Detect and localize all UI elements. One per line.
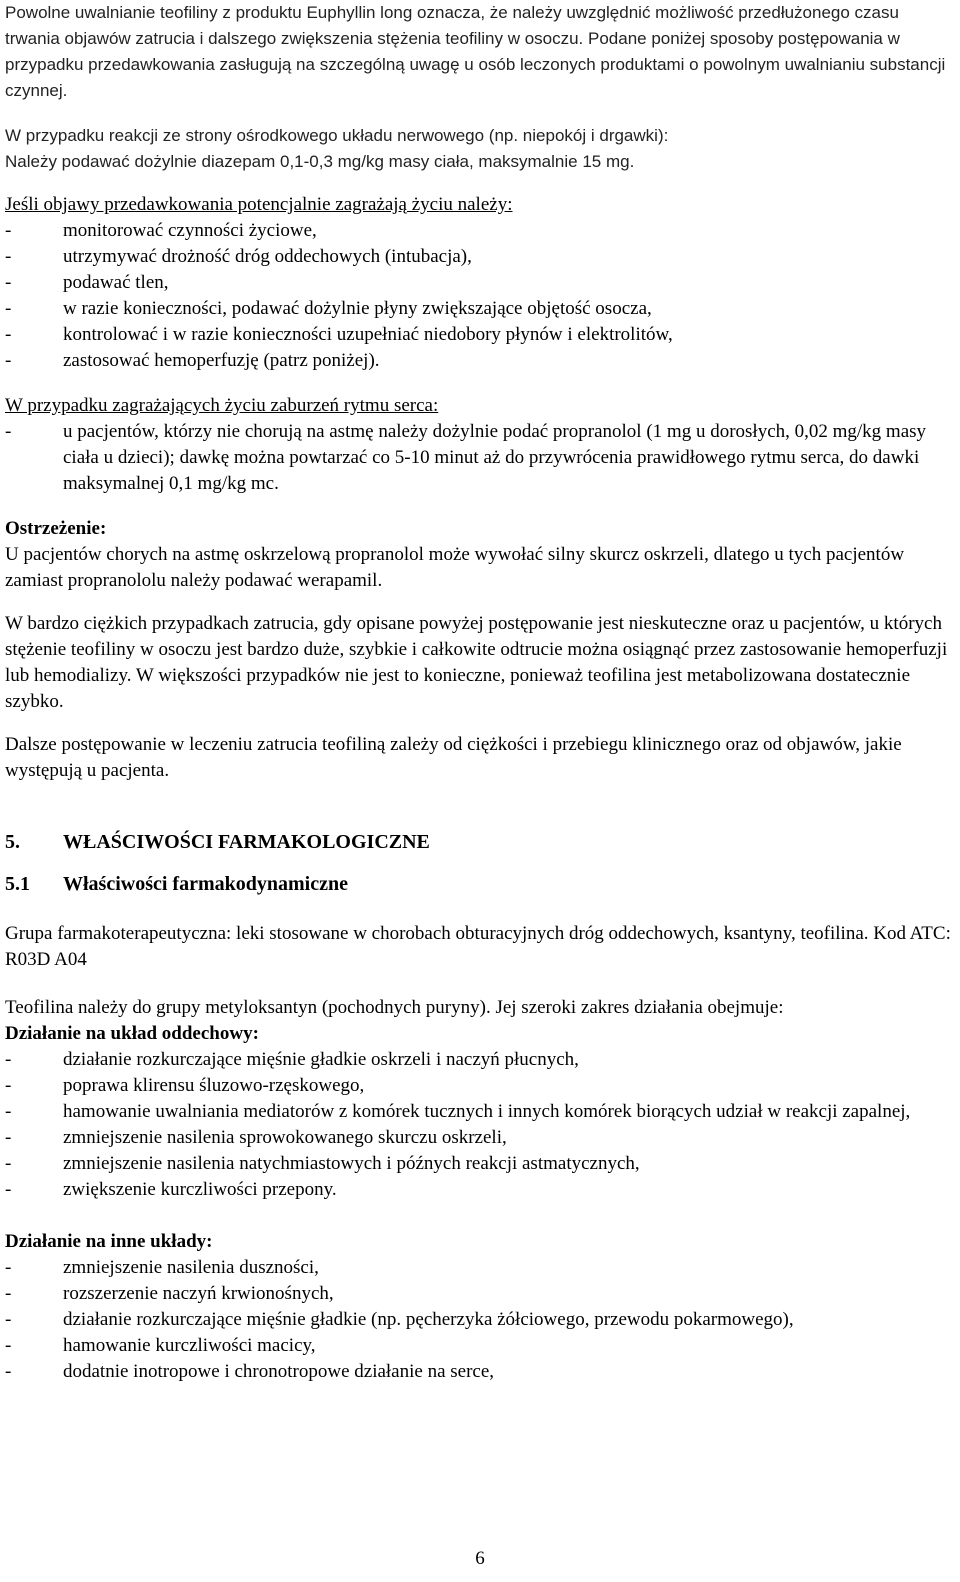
list-dash: - — [5, 1361, 12, 1382]
arrhythmia-list — [5, 419, 955, 497]
list-item — [5, 1359, 955, 1385]
list-dash: - — [5, 421, 12, 442]
list-item — [5, 1047, 955, 1073]
list-item — [5, 1307, 955, 1333]
list-item — [5, 1151, 955, 1177]
list-dash: - — [5, 1257, 12, 1278]
list-item — [5, 322, 955, 348]
cns-text: Należy podawać dożylnie diazepam 0,1-0,3 mg/kg masy ciała, maksymalnie 15 mg. — [5, 152, 635, 171]
list-item-text: monitorować czynności życiowe, — [63, 220, 317, 241]
list-dash: - — [5, 1335, 12, 1356]
list-item — [5, 1099, 955, 1125]
section-title: WŁAŚCIWOŚCI FARMAKOLOGICZNE — [63, 831, 430, 853]
list-item-text: zmniejszenie nasilenia natychmiastowych i późnych reakcji astmatycznych, — [63, 1153, 640, 1174]
list-item — [5, 1255, 955, 1281]
list-item — [5, 348, 955, 374]
list-item — [5, 1333, 955, 1359]
warning-text: U pacjentów chorych na astmę oskrzelową propranolol może wywołać silny skurcz oskrzeli, dlatego u tych pacjentów zamiast propranololu należy podawać werapamil. — [5, 544, 905, 591]
section-number: 5. — [5, 831, 20, 853]
further-treatment-paragraph: Dalsze postępowanie w leczeniu zatrucia teofiliną zależy od ciężkości i przebiegu klinicznego oraz od objawów, jakie występują u pacjenta. — [5, 734, 902, 781]
list-item-text: kontrolować i w razie konieczności uzupełniać niedobory płynów i elektrolitów, — [63, 324, 673, 345]
list-dash: - — [5, 298, 12, 319]
list-item-text: zwiększenie kurczliwości przepony. — [63, 1179, 337, 1200]
list-dash: - — [5, 1179, 12, 1200]
list-item — [5, 1177, 955, 1203]
section-5-1-heading — [5, 871, 955, 897]
list-item-text: rozszerzenie naczyń krwionośnych, — [63, 1283, 334, 1304]
page-number: 6 — [475, 1548, 485, 1569]
list-item-text: dodatnie inotropowe i chronotropowe działanie na serce, — [63, 1361, 495, 1382]
list-dash: - — [5, 1309, 12, 1330]
list-dash: - — [5, 272, 12, 293]
other-systems-heading: Działanie na inne układy: — [5, 1231, 213, 1252]
respiratory-list — [5, 1047, 955, 1203]
list-item — [5, 419, 955, 497]
list-item-text: podawać tlen, — [63, 272, 169, 293]
warning-label: Ostrzeżenie: — [5, 518, 107, 539]
list-item — [5, 296, 955, 322]
severe-cases-paragraph: W bardzo ciężkich przypadkach zatrucia, gdy opisane powyżej postępowanie jest nieskuteczne oraz u pacjentów, u których stężenie teofiliny w osoczu jest bardzo duże, szybkie i całkowite odtrucie można osiągnąć przez zastosowanie hemoperfuzji lub hemodializy. W większości przypadków nie jest to konieczne, ponieważ teofilina jest metabolizowana dostatecznie szybko. — [5, 613, 948, 712]
list-item — [5, 270, 955, 296]
list-dash: - — [5, 1101, 12, 1122]
list-item-text: u pacjentów, którzy nie chorują na astmę należy dożylnie podać propranolol (1 mg u dorosłych, 0,02 mg/kg masy ciała u dzieci); dawkę można powtarzać co 5-10 minut aż do przywrócenia prawidłowego rytmu serca, do dawki maksymalnej 0,1 mg/kg mc. — [63, 421, 927, 494]
list-dash: - — [5, 350, 12, 371]
list-item-text: hamowanie uwalniania mediatorów z komórek tucznych i innych komórek biorących udział w reakcji zapalnej, — [63, 1101, 911, 1122]
arrhythmia-heading: W przypadku zagrażających życiu zaburzeń rytmu serca: — [5, 395, 439, 416]
pharmacodynamics-intro: Teofilina należy do grupy metyloksantyn (pochodnych puryny). Jej szeroki zakres działania obejmuje: — [5, 997, 784, 1018]
list-item-text: hamowanie kurczliwości macicy, — [63, 1335, 316, 1356]
document-page — [5, 0, 955, 1385]
subsection-title: Właściwości farmakodynamiczne — [63, 873, 348, 895]
list-item — [5, 244, 955, 270]
life-threat-heading: Jeśli objawy przedawkowania potencjalnie zagrażają życiu należy: — [5, 194, 513, 215]
list-item — [5, 218, 955, 244]
list-item-text: zmniejszenie nasilenia sprowokowanego skurczu oskrzeli, — [63, 1127, 507, 1148]
list-item — [5, 1125, 955, 1151]
other-systems-list — [5, 1255, 955, 1385]
list-item-text: utrzymywać drożność dróg oddechowych (intubacja), — [63, 246, 472, 267]
list-dash: - — [5, 1049, 12, 1070]
list-dash: - — [5, 1153, 12, 1174]
list-item — [5, 1281, 955, 1307]
list-item-text: działanie rozkurczające mięśnie gładkie (np. pęcherzyka żółciowego, przewodu pokarmowego), — [63, 1309, 794, 1330]
list-dash: - — [5, 1075, 12, 1096]
overdose-intro-paragraph: Powolne uwalnianie teofiliny z produktu Euphyllin long oznacza, że należy uwzględnić możliwość przedłużonego czasu trwania objawów zatrucia i dalszego zwiększenia stężenia teofiliny w osoczu. Podane poniżej sposoby postępowania w przypadku przedawkowania zasługują na szczególną uwagę u osób leczonych produktami o powolnym uwalnianiu substancji czynnej. — [5, 3, 946, 100]
list-item-text: w razie konieczności, podawać dożylnie płyny zwiększające objętość osocza, — [63, 298, 652, 319]
subsection-number: 5.1 — [5, 873, 30, 895]
list-dash: - — [5, 1127, 12, 1148]
list-dash: - — [5, 1283, 12, 1304]
section-5-heading — [5, 829, 955, 855]
cns-heading: W przypadku reakcji ze strony ośrodkowego układu nerwowego (np. niepokój i drgawki): — [5, 126, 669, 145]
list-item-text: działanie rozkurczające mięśnie gładkie oskrzeli i naczyń płucnych, — [63, 1049, 579, 1070]
pharmacotherapeutic-group: Grupa farmakoterapeutyczna: leki stosowane w chorobach obturacyjnych dróg oddechowych, ksantyny, teofilina. Kod ATC: R03D A04 — [5, 923, 951, 970]
life-threat-list — [5, 218, 955, 374]
list-item-text: zmniejszenie nasilenia duszności, — [63, 1257, 319, 1278]
respiratory-heading: Działanie na układ oddechowy: — [5, 1023, 259, 1044]
list-item-text: poprawa klirensu śluzowo-rzęskowego, — [63, 1075, 365, 1096]
list-dash: - — [5, 324, 12, 345]
list-item — [5, 1073, 955, 1099]
list-item-text: zastosować hemoperfuzję (patrz poniżej). — [63, 350, 380, 371]
list-dash: - — [5, 246, 12, 267]
list-dash: - — [5, 220, 12, 241]
